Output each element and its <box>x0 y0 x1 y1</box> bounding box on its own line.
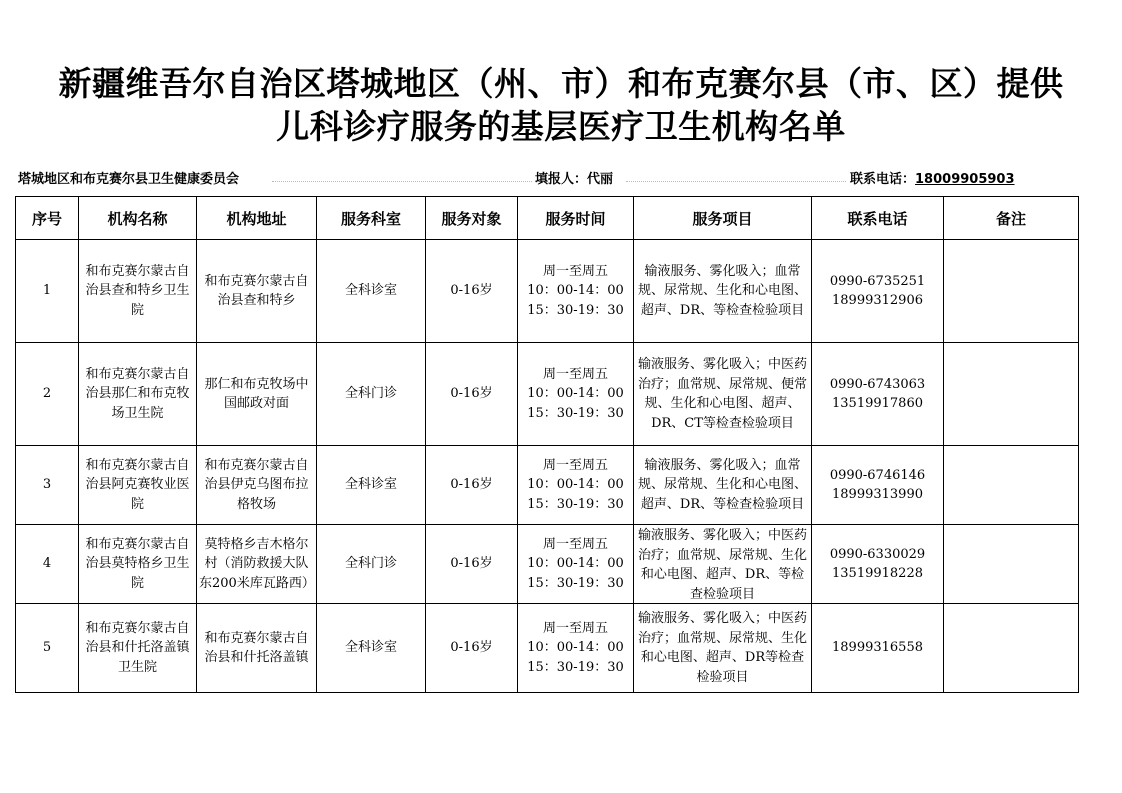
cell-department: 全科诊室 <box>317 240 426 343</box>
cell-name: 和布克赛尔蒙古自治县那仁和布克牧场卫生院 <box>79 343 197 446</box>
page-title-line-2: 儿科诊疗服务的基层医疗卫生机构名单 <box>276 107 846 146</box>
cell-department: 全科诊室 <box>317 604 426 693</box>
header-target: 服务对象 <box>426 197 518 240</box>
time-afternoon: 15：30-19：30 <box>527 496 624 512</box>
time-afternoon: 15：30-19：30 <box>527 659 624 675</box>
cell-address: 莫特格乡吉木格尔村（消防救援大队东200米库瓦路西） <box>197 525 317 604</box>
cell-note <box>944 240 1079 343</box>
items-text: 输液服务、雾化吸入；血常规、尿常规、生化和心电图、超声、DR、等检查检验项目 <box>637 457 807 512</box>
header-address: 机构地址 <box>197 197 317 240</box>
cell-name: 和布克赛尔蒙古自治县和什托洛盖镇卫生院 <box>79 604 197 693</box>
time-morning: 10：00-14：00 <box>527 386 624 402</box>
cell-name: 和布克赛尔蒙古自治县莫特格乡卫生院 <box>79 525 197 604</box>
cell-name: 和布克赛尔蒙古自治县阿克赛牧业医院 <box>79 446 197 525</box>
time-days: 周一至周五 <box>542 263 608 279</box>
phone-1: 0990-6743063 <box>829 376 926 392</box>
cell-address: 和布克赛尔蒙古自治县和什托洛盖镇 <box>197 604 317 693</box>
cell-no: 4 <box>16 525 79 604</box>
header-department: 服务科室 <box>317 197 426 240</box>
phone-1: 0990-6330029 <box>829 546 926 562</box>
header-name: 机构名称 <box>79 197 197 240</box>
reporting-organization: 塔城地区和布克赛尔县卫生健康委员会 <box>18 172 240 187</box>
cell-phone <box>812 240 944 343</box>
cell-phone <box>812 525 944 604</box>
cell-phone <box>812 446 944 525</box>
cell-name: 和布克赛尔蒙古自治县查和特乡卫生院 <box>79 240 197 343</box>
time-days: 周一至周五 <box>542 366 608 382</box>
cell-address: 那仁和布克牧场中国邮政对面 <box>197 343 317 446</box>
cell-no: 5 <box>16 604 79 693</box>
cell-phone <box>812 343 944 446</box>
cell-no: 1 <box>16 240 79 343</box>
time-afternoon: 15：30-19：30 <box>527 405 624 421</box>
items-text: 输液服务、雾化吸入；中医药治疗；血常规、尿常规、生化和心电图、超声、DR、等检查检验项目 <box>637 528 807 602</box>
items-text: 输液服务、雾化吸入；中医药治疗；血常规、尿常规、便常规、生化和心电图、超声、DR、CT等检查检验项目 <box>637 357 807 431</box>
cell-time <box>518 446 634 525</box>
table-row <box>16 604 1079 693</box>
page-title-line-1: 新疆维吾尔自治区塔城地区（州、市）和布克赛尔县（市、区）提供 <box>58 64 1064 103</box>
cell-time <box>518 525 634 604</box>
time-days: 周一至周五 <box>542 620 608 636</box>
header-no: 序号 <box>16 197 79 240</box>
phone-1: 18999316558 <box>832 640 923 656</box>
cell-note <box>944 525 1079 604</box>
time-afternoon: 15：30-19：30 <box>527 302 624 318</box>
cell-address: 和布克赛尔蒙古自治县伊克乌图布拉格牧场 <box>197 446 317 525</box>
cell-items <box>634 604 812 693</box>
cell-target: 0-16岁 <box>426 446 518 525</box>
phone-2: 18999313990 <box>832 487 923 502</box>
header-phone: 联系电话 <box>812 197 944 240</box>
cell-items <box>634 240 812 343</box>
cell-target: 0-16岁 <box>426 240 518 343</box>
time-days: 周一至周五 <box>542 536 608 552</box>
time-morning: 10：00-14：00 <box>527 556 624 572</box>
phone-2: 13519918228 <box>832 566 923 581</box>
phone-1: 0990-6735251 <box>829 273 926 289</box>
cell-phone <box>812 604 944 693</box>
cell-department: 全科诊室 <box>317 446 426 525</box>
dotted-leader <box>272 181 532 182</box>
table-header-row <box>16 197 1079 240</box>
items-text: 输液服务、雾化吸入；中医药治疗；血常规、尿常规、生化和心电图、超声、DR等检查检验项目 <box>637 611 807 685</box>
cell-time <box>518 343 634 446</box>
table-row <box>16 446 1079 525</box>
cell-note <box>944 446 1079 525</box>
cell-time <box>518 240 634 343</box>
cell-items <box>634 343 812 446</box>
cell-no: 3 <box>16 446 79 525</box>
time-morning: 10：00-14：00 <box>527 477 624 493</box>
cell-target: 0-16岁 <box>426 525 518 604</box>
header-note: 备注 <box>944 197 1079 240</box>
cell-address: 和布克赛尔蒙古自治县查和特乡 <box>197 240 317 343</box>
contact-phone <box>850 168 1015 187</box>
table-row <box>16 240 1079 343</box>
cell-target: 0-16岁 <box>426 343 518 446</box>
time-morning: 10：00-14：00 <box>527 640 624 656</box>
header-time: 服务时间 <box>518 197 634 240</box>
cell-department: 全科门诊 <box>317 343 426 446</box>
time-afternoon: 15：30-19：30 <box>527 575 624 591</box>
cell-note <box>944 604 1079 693</box>
cell-target: 0-16岁 <box>426 604 518 693</box>
dotted-leader <box>626 181 846 182</box>
institution-table <box>15 196 1079 693</box>
cell-department: 全科门诊 <box>317 525 426 604</box>
header-items: 服务项目 <box>634 197 812 240</box>
cell-items <box>634 446 812 525</box>
cell-items <box>634 525 812 604</box>
cell-note <box>944 343 1079 446</box>
phone-2: 18999312906 <box>832 293 923 308</box>
table-row <box>16 525 1079 604</box>
contact-phone-number: 18009905903 <box>915 172 1015 187</box>
cell-time <box>518 604 634 693</box>
table-row <box>16 343 1079 446</box>
time-morning: 10：00-14：00 <box>527 283 624 299</box>
contact-phone-label: 联系电话： <box>850 172 916 187</box>
phone-1: 0990-6746146 <box>829 467 926 483</box>
time-days: 周一至周五 <box>542 457 608 473</box>
reporter: 填报人：代丽 <box>535 172 614 187</box>
cell-no: 2 <box>16 343 79 446</box>
phone-2: 13519917860 <box>832 396 923 411</box>
items-text: 输液服务、雾化吸入；血常规、尿常规、生化和心电图、超声、DR、等检查检验项目 <box>637 263 807 318</box>
